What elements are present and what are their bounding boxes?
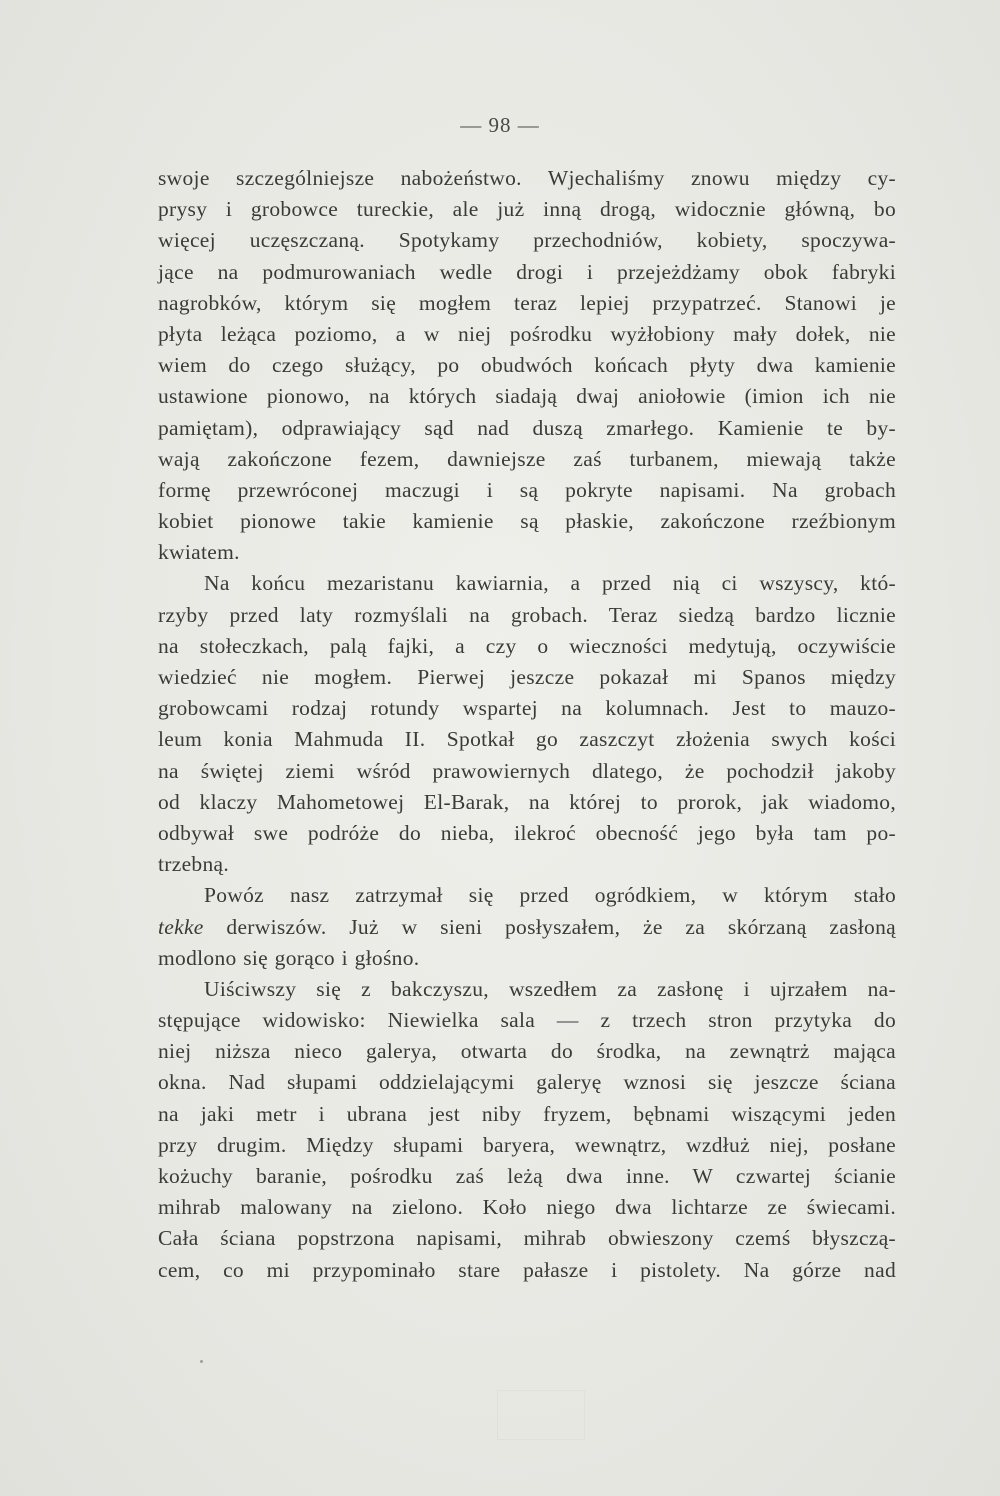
text-line: stępujące widowisko: Niewielka sala — z trzech stron przytyka do [158, 1008, 896, 1033]
faint-stamp-mark [497, 1390, 585, 1440]
paper-speck [200, 1360, 203, 1363]
text-line: rzyby przed laty rozmyślali na grobach. Teraz siedzą bardzo licznie [158, 602, 896, 627]
text-line: trzebną. [158, 852, 230, 877]
text-line: wiem do czego służący, po obudwóch końcach płyty dwa kamienie [158, 353, 896, 378]
text-line: mihrab malowany na zielono. Koło niego dwa lichtarze ze świecami. [158, 1195, 896, 1220]
text-line: leum konia Mahmuda II. Spotkał go zaszczyt złożenia swych kości [158, 727, 896, 752]
text-line: na stołeczkach, palą fajki, a czy o wieczności medytują, oczywiście [158, 633, 896, 658]
text-line: Na końcu mezaristanu kawiarnia, a przed nią ci wszyscy, któ- [204, 571, 896, 596]
text-line: pamiętam), odprawiający sąd nad duszą zmarłego. Kamienie te by- [158, 415, 896, 440]
text-line: prysy i grobowce tureckie, ale już inną drogą, widocznie główną, bo [158, 197, 896, 222]
text-line: kobiet pionowe takie kamienie są płaskie, zakończone rzeźbionym [158, 509, 896, 534]
text-line: Uiściwszy się z bakczyszu, wszedłem za zasłonę i ujrzałem na- [204, 976, 896, 1001]
text-line: formę przewróconej maczugi i są pokryte napisami. Na grobach [158, 477, 896, 502]
text-line: kwiatem. [158, 540, 240, 565]
italic-term: tekke [158, 914, 204, 939]
text-line: od klaczy Mahometowej El-Barak, na której to prorok, jak wiadomo, [158, 789, 896, 814]
text-line: wiedzieć nie mogłem. Pierwej jeszcze pokazał mi Spanos między [158, 665, 896, 689]
paragraph-3 [158, 880, 896, 974]
text-line-with-italic [158, 912, 896, 943]
text-line: jące na podmurowaniach wedle drogi i przejeżdżamy obok fabryki [158, 259, 896, 284]
text-line-rest: derwiszów. Już w sieni posłyszałem, że za skórzaną zasłoną [226, 914, 896, 939]
text-line: Powóz nasz zatrzymał się przed ogródkiem, w którym stało [204, 883, 896, 908]
body-text [158, 163, 896, 1286]
paragraph-1 [158, 163, 896, 568]
text-line: niej niższa nieco galerya, otwarta do środka, na zewnątrż mająca [158, 1039, 896, 1064]
paragraph-4 [158, 974, 896, 1286]
text-line: cem, co mi przypominało stare pałasze i pistolety. Na górze nad [158, 1257, 896, 1282]
text-line: płyta leżąca poziomo, a w niej pośrodku wyżłobiony mały dołek, nie [158, 321, 896, 346]
text-line: przy drugim. Między słupami baryera, wewnątrz, wzdłuż niej, posłane [158, 1132, 896, 1157]
page-number: — 98 — [460, 113, 540, 137]
text-line: grobowcami rodzaj rotundy wspartej na kolumnach. Jest to mauzo- [158, 696, 896, 721]
text-line: odbywał swe podróże do nieba, ilekroć obecność jego była tam po- [158, 820, 896, 845]
text-line: wają zakończone fezem, dawniejsze zaś turbanem, miewają także [158, 446, 896, 471]
text-line: nagrobków, którym się mogłem teraz lepiej przypatrzeć. Stanowi je [158, 290, 896, 315]
text-line: okna. Nad słupami oddzielającymi galeryę wznosi się jeszcze ściana [158, 1070, 896, 1095]
text-line: na jaki metr i ubrana jest niby fryzem, bębnami wiszącymi jeden [158, 1101, 896, 1126]
text-line: Cała ściana popstrzona napisami, mihrab obwieszony czemś błyszczą- [158, 1226, 896, 1251]
text-line: ustawione pionowo, na których siadają dwaj aniołowie (imion ich nie [158, 384, 896, 409]
text-line: więcej uczęszczaną. Spotykamy przechodniów, kobiety, spoczywa- [158, 228, 896, 253]
text-line: modlono się gorąco i głośno. [158, 945, 420, 970]
text-line: na świętej ziemi wśród prawowiernych dlatego, że pochodził jakoby [158, 758, 896, 783]
paragraph-2 [158, 568, 896, 880]
text-line: swoje szczególniejsze nabożeństwo. Wjechaliśmy znowu między cy- [158, 166, 896, 190]
text-line: kożuchy baranie, pośrodku zaś leżą dwa inne. W czwartej ścianie [158, 1164, 896, 1188]
